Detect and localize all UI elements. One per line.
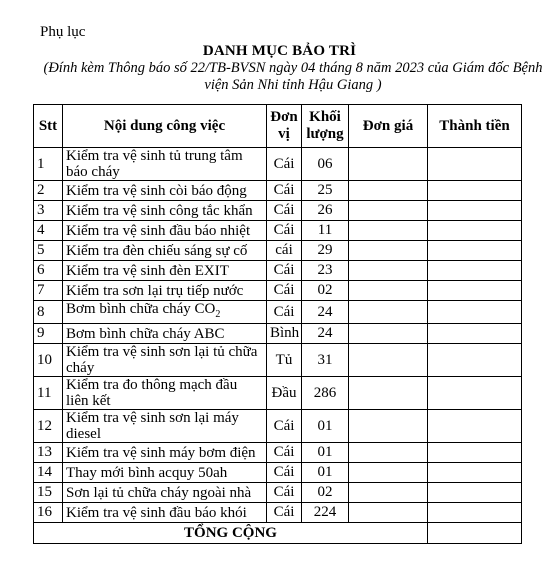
table-row <box>34 463 522 483</box>
table-row <box>34 201 522 221</box>
cell-amount <box>428 503 522 523</box>
cell-amount <box>428 344 522 377</box>
cell-quantity: 23 <box>302 261 349 281</box>
cell-quantity: 26 <box>302 201 349 221</box>
cell-stt: 9 <box>34 324 63 344</box>
cell-content: Kiểm tra vệ sinh đầu báo khói <box>63 503 267 523</box>
cell-unit: cái <box>267 241 302 261</box>
cell-unit: Cái <box>267 281 302 301</box>
table-row <box>34 324 522 344</box>
cell-content: Kiểm tra sơn lại trụ tiếp nước <box>63 281 267 301</box>
cell-quantity: 02 <box>302 281 349 301</box>
cell-quantity: 01 <box>302 410 349 443</box>
cell-unit-price <box>349 301 428 324</box>
cell-stt: 1 <box>34 148 63 181</box>
header-unit <box>267 105 302 148</box>
cell-stt: 11 <box>34 377 63 410</box>
cell-unit: Cái <box>267 221 302 241</box>
cell-unit: Cái <box>267 201 302 221</box>
cell-stt: 16 <box>34 503 63 523</box>
cell-amount <box>428 241 522 261</box>
header-quantity-line2: lượng <box>306 126 344 142</box>
table-row <box>34 181 522 201</box>
cell-content: Kiểm tra vệ sinh đầu báo nhiệt <box>63 221 267 241</box>
header-stt: Stt <box>34 105 63 148</box>
cell-amount <box>428 181 522 201</box>
table-body <box>34 148 522 544</box>
cell-unit-price <box>349 181 428 201</box>
header-row <box>34 105 522 148</box>
cell-unit: Cái <box>267 410 302 443</box>
total-label: TỔNG CỘNG <box>34 523 428 544</box>
header-quantity-line1: Khối <box>309 109 341 125</box>
cell-amount <box>428 148 522 181</box>
cell-unit-price <box>349 410 428 443</box>
cell-stt: 8 <box>34 301 63 324</box>
header-amount: Thành tiền <box>428 105 522 148</box>
cell-unit-price <box>349 148 428 181</box>
cell-quantity: 24 <box>302 301 349 324</box>
cell-quantity: 31 <box>302 344 349 377</box>
cell-quantity: 25 <box>302 181 349 201</box>
cell-stt: 7 <box>34 281 63 301</box>
cell-stt: 13 <box>34 443 63 463</box>
document-title: DANH MỤC BẢO TRÌ <box>202 43 357 59</box>
cell-amount <box>428 324 522 344</box>
cell-quantity: 11 <box>302 221 349 241</box>
cell-amount <box>428 301 522 324</box>
cell-amount <box>428 221 522 241</box>
cell-content: Kiểm tra vệ sinh công tắc khẩn <box>63 201 267 221</box>
cell-stt: 3 <box>34 201 63 221</box>
cell-unit: Đầu <box>267 377 302 410</box>
table-row <box>34 261 522 281</box>
cell-stt: 6 <box>34 261 63 281</box>
cell-unit-price <box>349 261 428 281</box>
table-row <box>34 443 522 463</box>
cell-content-text: Bơm bình chữa cháy CO <box>66 301 216 317</box>
header-quantity <box>302 105 349 148</box>
cell-unit: Tủ <box>267 344 302 377</box>
cell-content: Kiểm tra vệ sinh sơn lại máy diesel <box>63 410 267 443</box>
table-row <box>34 503 522 523</box>
cell-unit-price <box>349 483 428 503</box>
cell-stt: 14 <box>34 463 63 483</box>
header-content: Nội dung công việc <box>63 105 267 148</box>
cell-unit-price <box>349 503 428 523</box>
table-row <box>34 241 522 261</box>
cell-quantity: 02 <box>302 483 349 503</box>
cell-stt: 15 <box>34 483 63 503</box>
header-unit-price: Đơn giá <box>349 105 428 148</box>
cell-unit: Cái <box>267 148 302 181</box>
cell-amount <box>428 483 522 503</box>
cell-unit: Cái <box>267 181 302 201</box>
cell-content: Kiểm tra đèn chiếu sáng sự cố <box>63 241 267 261</box>
cell-stt: 4 <box>34 221 63 241</box>
cell-unit: Cái <box>267 503 302 523</box>
table-row <box>34 344 522 377</box>
cell-content: Kiểm tra vệ sinh sơn lại tủ chữa cháy <box>63 344 267 377</box>
document-subtitle: (Đính kèm Thông báo số 22/TB-BVSN ngày 04 tháng 8 năm 2023 của Giám đốc Bệnh viện Sản Nhi tỉnh Hậu Giang ) <box>43 60 543 93</box>
cell-quantity: 286 <box>302 377 349 410</box>
cell-unit-price <box>349 201 428 221</box>
table-row <box>34 148 522 181</box>
cell-stt: 10 <box>34 344 63 377</box>
cell-quantity: 24 <box>302 324 349 344</box>
cell-amount <box>428 261 522 281</box>
cell-content: Sơn lại tủ chữa cháy ngoài nhà <box>63 483 267 503</box>
header-unit-line2: vị <box>278 126 290 142</box>
cell-unit-price <box>349 443 428 463</box>
cell-amount <box>428 463 522 483</box>
cell-unit-price <box>349 281 428 301</box>
cell-content <box>63 301 267 324</box>
table-header <box>34 105 522 148</box>
cell-content: Thay mới bình acquy 50ah <box>63 463 267 483</box>
cell-unit: Cái <box>267 443 302 463</box>
cell-amount <box>428 443 522 463</box>
cell-stt: 5 <box>34 241 63 261</box>
subscript-2: 2 <box>215 309 221 320</box>
cell-content: Kiểm tra vệ sinh máy bơm điện <box>63 443 267 463</box>
appendix-label: Phụ lục <box>40 24 86 40</box>
total-amount <box>428 523 522 544</box>
cell-amount <box>428 377 522 410</box>
cell-quantity: 01 <box>302 443 349 463</box>
cell-content: Kiểm tra vệ sinh đèn EXIT <box>63 261 267 281</box>
maintenance-table <box>33 104 522 544</box>
cell-amount <box>428 410 522 443</box>
total-row <box>34 523 522 544</box>
cell-quantity: 29 <box>302 241 349 261</box>
table-row <box>34 410 522 443</box>
cell-quantity: 06 <box>302 148 349 181</box>
cell-content: Bơm bình chữa cháy ABC <box>63 324 267 344</box>
cell-content: Kiểm tra vệ sinh tủ trung tâm báo cháy <box>63 148 267 181</box>
cell-unit: Cái <box>267 301 302 324</box>
cell-unit-price <box>349 377 428 410</box>
table-row <box>34 281 522 301</box>
cell-quantity: 224 <box>302 503 349 523</box>
cell-content: Kiểm tra đo thông mạch đầu liên kết <box>63 377 267 410</box>
cell-unit: Cái <box>267 261 302 281</box>
cell-unit-price <box>349 344 428 377</box>
cell-unit: Cái <box>267 483 302 503</box>
cell-amount <box>428 201 522 221</box>
cell-amount <box>428 281 522 301</box>
table-row <box>34 377 522 410</box>
cell-unit-price <box>349 324 428 344</box>
cell-stt: 12 <box>34 410 63 443</box>
cell-unit: Bình <box>267 324 302 344</box>
cell-stt: 2 <box>34 181 63 201</box>
cell-quantity: 01 <box>302 463 349 483</box>
header-unit-line1: Đơn <box>270 109 298 125</box>
table-row <box>34 483 522 503</box>
cell-unit-price <box>349 221 428 241</box>
cell-unit-price <box>349 241 428 261</box>
cell-content: Kiểm tra vệ sinh còi báo động <box>63 181 267 201</box>
cell-unit: Cái <box>267 463 302 483</box>
cell-unit-price <box>349 463 428 483</box>
table-row <box>34 221 522 241</box>
table-row <box>34 301 522 324</box>
